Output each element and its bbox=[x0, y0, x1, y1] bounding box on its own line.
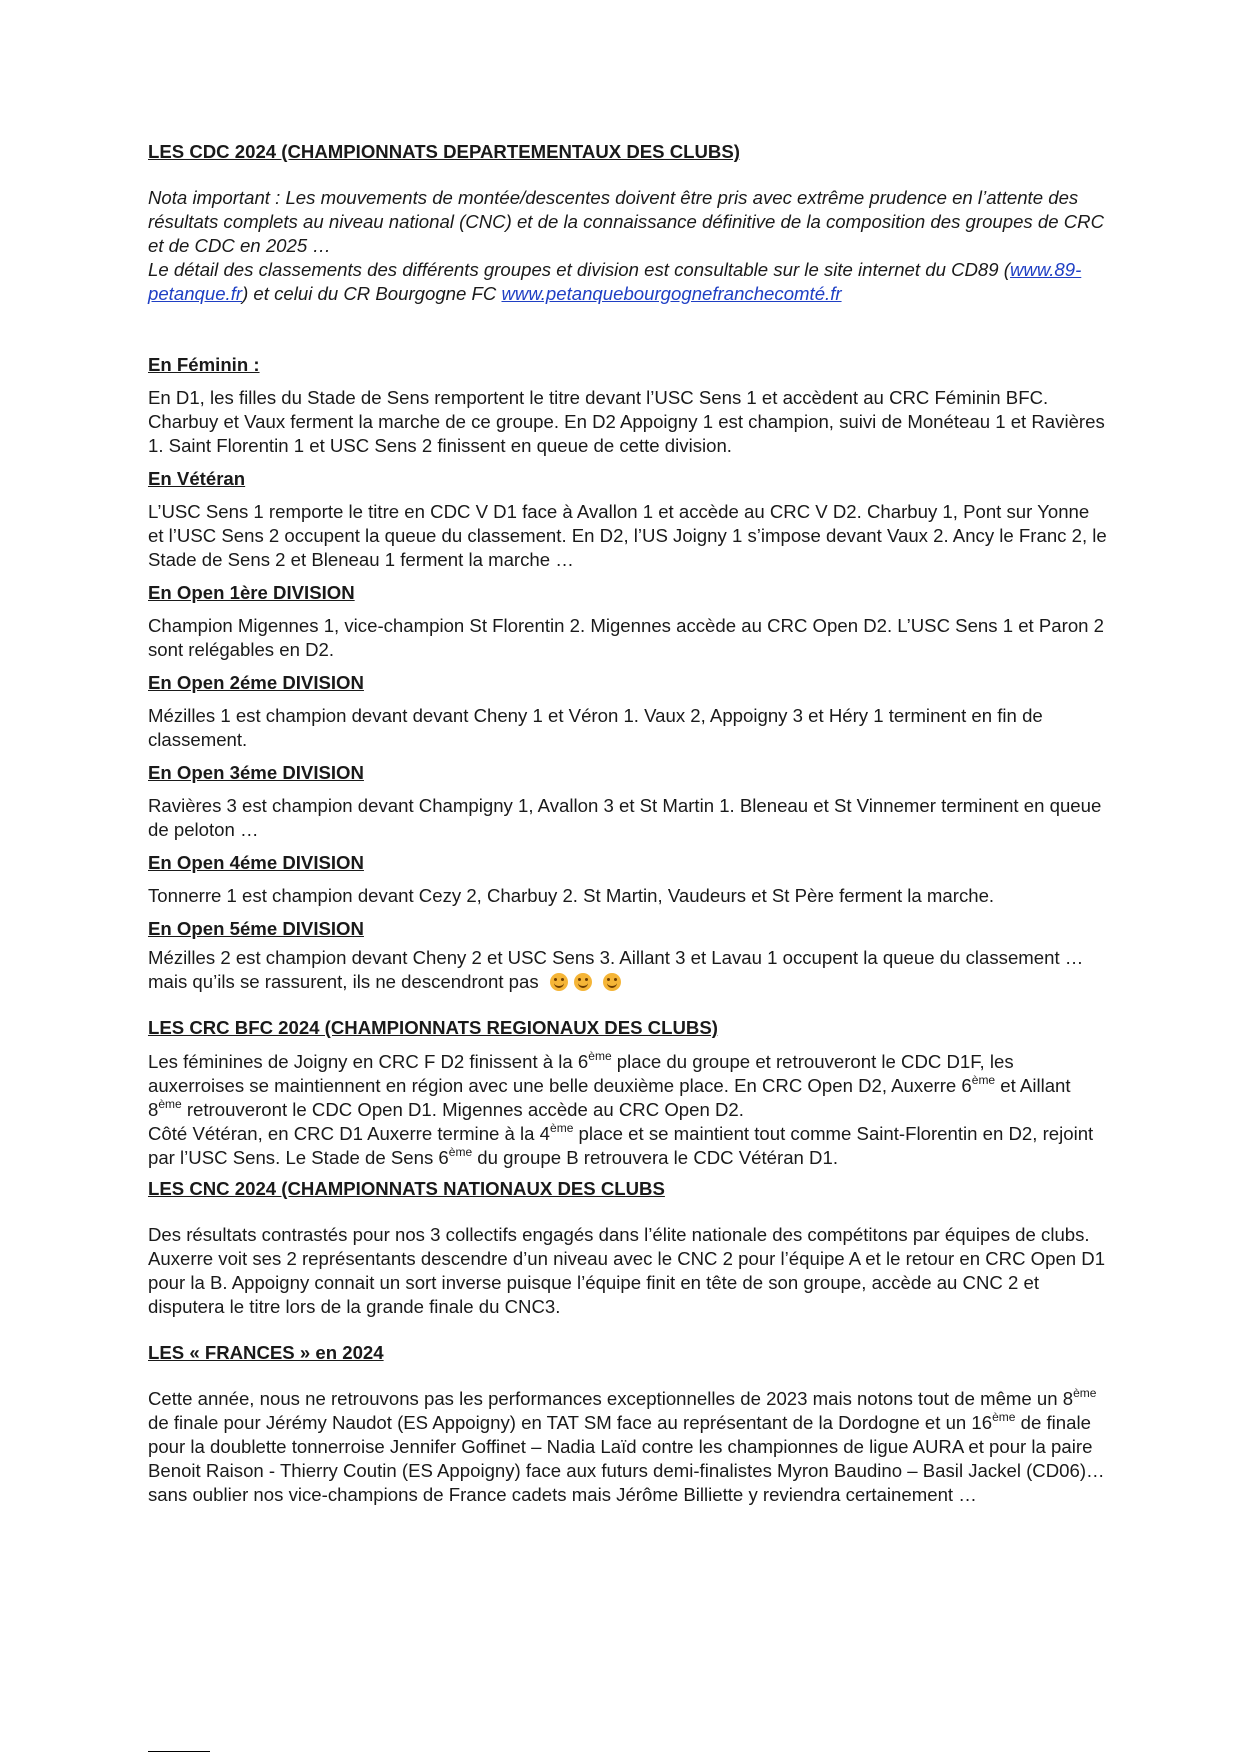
ordinal-sup: ème bbox=[588, 1049, 612, 1063]
feminin-heading: En Féminin : bbox=[148, 354, 260, 375]
open5-text-block bbox=[148, 946, 1108, 994]
smiley-icon bbox=[574, 973, 592, 991]
cdc-title: LES CDC 2024 (CHAMPIONNATS DEPARTEMENTAUX DES CLUBS) bbox=[148, 141, 740, 162]
cr-bfc-link[interactable]: www.petanquebourgognefranchecomté.fr bbox=[501, 283, 842, 304]
feminin-text: En D1, les filles du Stade de Sens remportent le titre devant l’USC Sens 1 et accèdent au CRC Féminin BFC. Charbuy et Vaux ferment la marche de ce groupe. En D2 Appoigny 1 est champion, suivi de Monéteau 1 et Ravières 1. Saint Florentin 1 et USC Sens 2 finissent en queue de cette division. bbox=[148, 387, 1105, 456]
crc-text bbox=[148, 1050, 1108, 1170]
cdc-note bbox=[148, 186, 1108, 306]
cnc-text-part: Auxerre voit ses 2 représentants descendre d’un niveau avec le CNC 2 pour l’équipe A et le retour en CRC Open D1 pour la B. Appoigny connait un sort inverse puisque l’équipe finit en tête de son groupe, accède au CNC 2 et disputera le titre lors de la grande finale du CNC3. bbox=[148, 1248, 1106, 1317]
open1-heading: En Open 1ère DIVISION bbox=[148, 582, 355, 603]
smiley-icon bbox=[550, 973, 568, 991]
france-text-part: de finale pour la doublette tonnerroise Jennifer Goffinet – Nadia Laïd contre les championnes de ligue AURA et pour la paire Benoit Raison - Thierry Coutin (ES Appoigny) face aux futurs demi-finalistes Myron Baudino – Basil Jackel (CD06)… sans oublier nos vice-champions de France cadets mais Jérôme Billiette y reviendra certainement … bbox=[148, 1412, 1105, 1505]
crc-text-part: retrouveront le CDC Open D1. Migennes accède au CRC Open D2. bbox=[181, 1099, 744, 1120]
france-text-part: de finale pour Jérémy Naudot (ES Appoigny) en TAT SM face au représentant de la Dordogne et un 16 bbox=[148, 1412, 993, 1433]
open4-text: Tonnerre 1 est champion devant Cezy 2, Charbuy 2. St Martin, Vaudeurs et St Père ferment la marche. bbox=[148, 885, 995, 906]
ordinal-sup: ème bbox=[550, 1121, 574, 1135]
document-page bbox=[148, 140, 1108, 1507]
ordinal-sup: ème bbox=[158, 1097, 182, 1111]
france-title: LES « FRANCES » en 2024 bbox=[148, 1342, 384, 1363]
open3-heading: En Open 3éme DIVISION bbox=[148, 762, 364, 783]
veteran-text: L’USC Sens 1 remporte le titre en CDC V D1 face à Avallon 1 et accède au CRC V D2. Charbuy 1, Pont sur Yonne et l’USC Sens 2 occupent la queue du classement. En D2, l’US Joigny 1 s’impose devant Vaux 2. Ancy le Franc 2, le Stade de Sens 2 et Bleneau 1 ferment la marche … bbox=[148, 501, 1107, 570]
open3-text: Ravières 3 est champion devant Champigny 1, Avallon 3 et St Martin 1. Bleneau et St Vinnemer terminent en queue de peloton … bbox=[148, 795, 1102, 840]
open5-heading: En Open 5éme DIVISION bbox=[148, 918, 364, 939]
ordinal-sup: ème bbox=[971, 1073, 996, 1087]
crc-text-part: place du groupe et retrouveront le CDC D1F, les auxerroises se maintiennent en région avec une belle deuxième place. En CRC Open D2, Auxerre 6 bbox=[148, 1051, 1014, 1096]
crc-text-part: Côté Vétéran, en CRC D1 Auxerre termine à la 4 bbox=[148, 1123, 551, 1144]
crc-text-part: et Aillant 8 bbox=[148, 1075, 1071, 1120]
cdc-note-text-2: Le détail des classements des différents groupes et division est consultable sur le site internet du CD89 ( bbox=[148, 259, 1010, 280]
ordinal-sup: ème bbox=[992, 1410, 1016, 1424]
cd89-link[interactable]: www.89-petanque.fr bbox=[148, 259, 1082, 304]
open4-heading: En Open 4éme DIVISION bbox=[148, 852, 364, 873]
crc-text-part: du groupe B retrouvera le CDC Vétéran D1. bbox=[472, 1147, 838, 1168]
open2-text: Mézilles 1 est champion devant devant Cheny 1 et Véron 1. Vaux 2, Appoigny 3 et Héry 1 terminent en fin de classement. bbox=[148, 705, 1043, 750]
ordinal-sup: ème bbox=[448, 1145, 473, 1159]
cdc-note-text: Nota important : Les mouvements de montée/descentes doivent être pris avec extrême prudence en l’attente des résultats complets au niveau national (CNC) et de la connaissance définitive de la composition des groupes de CRC et de CDC en 2025 … bbox=[148, 187, 1105, 256]
cdc-note-text-3: ) et celui du CR Bourgogne FC bbox=[242, 283, 502, 304]
open1-text: Champion Migennes 1, vice-champion St Florentin 2. Migennes accède au CRC Open D2. L’USC Sens 1 et Paron 2 sont relégables en D2. bbox=[148, 615, 1105, 660]
open5-text: Mézilles 2 est champion devant Cheny 2 et USC Sens 3. Aillant 3 et Lavau 1 occupent la queue du classement … mais qu’ils se rassurent, ils ne descendront pas bbox=[148, 947, 1084, 992]
france-text bbox=[148, 1387, 1108, 1507]
cnc-title: LES CNC 2024 (CHAMPIONNATS NATIONAUX DES CLUBS bbox=[148, 1178, 665, 1199]
crc-text-part: Les féminines de Joigny en CRC F D2 finissent à la 6 bbox=[148, 1051, 589, 1072]
france-text-part: Cette année, nous ne retrouvons pas les performances exceptionnelles de 2023 mais notons tout de même un 8 bbox=[148, 1388, 1074, 1409]
crc-text-part: place et se maintient tout comme Saint-Florentin en D2, rejoint par l’USC Sens. Le Stade de Sens 6 bbox=[148, 1123, 1094, 1168]
smiley-icon bbox=[603, 973, 621, 991]
open2-heading: En Open 2éme DIVISION bbox=[148, 672, 364, 693]
ordinal-sup: ème bbox=[1073, 1386, 1097, 1400]
veteran-heading: En Vétéran bbox=[148, 468, 246, 489]
footer-rule bbox=[148, 1751, 210, 1752]
cnc-text-part: Des résultats contrastés pour nos 3 collectifs engagés dans l’élite nationale des compétitons par équipes de clubs. bbox=[148, 1224, 1090, 1245]
crc-title: LES CRC BFC 2024 (CHAMPIONNATS REGIONAUX DES CLUBS) bbox=[148, 1017, 718, 1038]
cnc-text bbox=[148, 1223, 1108, 1319]
